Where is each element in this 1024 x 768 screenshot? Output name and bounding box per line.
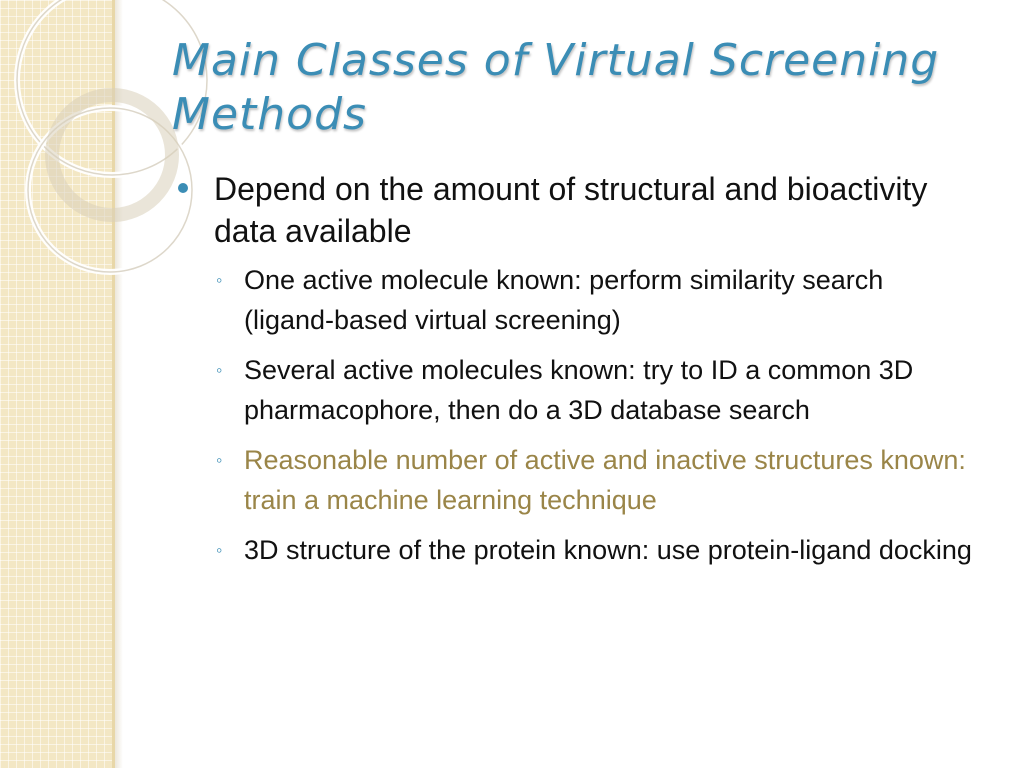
sub-bullet-item-highlighted [214, 440, 978, 520]
sub-bullet-item [214, 350, 978, 430]
sub-bullet-item [214, 260, 978, 340]
bullet-item [178, 168, 978, 570]
hollow-circle-bullet-icon: ◦ [216, 540, 223, 560]
bullet-list [178, 168, 978, 580]
decorative-ring-inner [52, 95, 172, 215]
hollow-circle-bullet-icon: ◦ [216, 270, 223, 290]
sub-bullet-text: One active molecule known: perform similarity search (ligand-based virtual screening) [244, 265, 884, 335]
bullet-text: Depend on the amount of structural and bioactivity data available [214, 171, 928, 249]
hollow-circle-bullet-icon: ◦ [216, 360, 223, 380]
sub-bullet-item [214, 530, 978, 570]
slide-title: Main Classes of Virtual Screening Methods [172, 35, 940, 140]
bullet-dot-icon [178, 183, 188, 193]
sub-bullet-text: Reasonable number of active and inactive structures known: train a machine learning technique [244, 445, 966, 515]
sub-bullet-text: 3D structure of the protein known: use protein-ligand docking [244, 535, 972, 565]
sub-bullet-text: Several active molecules known: try to ID a common 3D pharmacophore, then do a 3D database search [244, 355, 914, 425]
hollow-circle-bullet-icon: ◦ [216, 450, 223, 470]
sub-bullet-list [214, 260, 978, 570]
